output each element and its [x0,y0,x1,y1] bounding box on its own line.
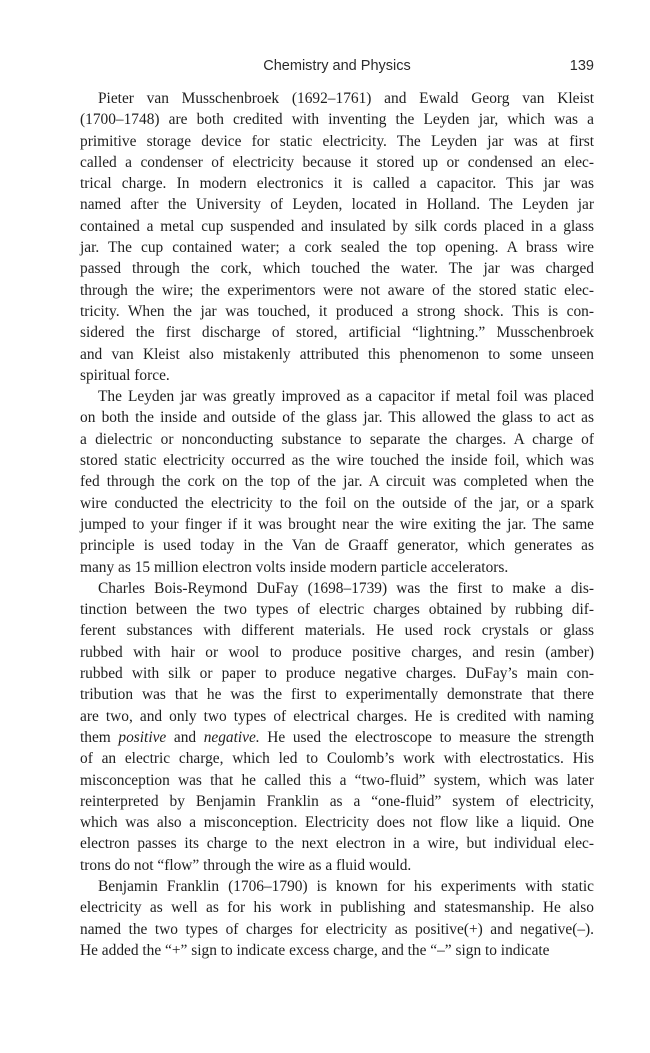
paragraph [80,876,594,961]
text-line: through the wire; the experimentors were not aware of the stored static elec- [80,281,594,299]
text-line: and van Kleist also mistakenly attributed this phenomenon to some unseen [80,345,594,363]
text-line: He added the “+” sign to indicate excess charge, and the “–” sign to indicate [80,941,550,959]
text-line: Charles Bois-Reymond DuFay (1698–1739) was the first to make a dis- [98,579,594,597]
text-line: fed through the cork on the top of the jar. A circuit was completed when the [80,473,594,491]
text-line: electron passes its charge to the next electron in a wire, but individual elec- [80,835,594,853]
text-line: which was also a misconception. Electricity does not flow like a liquid. One [80,814,594,832]
text-line: are two, and only two types of electrical charges. He is credited with naming [80,707,594,725]
text-line: jar. The cup contained water; a cork sealed the top opening. A brass wire [80,239,594,257]
text-line: rubbed with hair or wool to produce positive charges, and resin (amber) [80,643,594,661]
text-line: primitive storage device for static electricity. The Leyden jar was at first [80,132,594,150]
text-line: on both the inside and outside of the glass jar. This allowed the glass to act as [80,409,594,427]
text-line: Benjamin Franklin (1706–1790) is known for his experiments with static [98,877,594,895]
text-line: a dielectric or nonconducting substance to separate the charges. A charge of [80,430,594,448]
text-line: trical charge. In modern electronics it is called a capacitor. This jar was [80,175,594,193]
text-line: reinterpreted by Benjamin Franklin as a “one-fluid” system of electricity, [80,792,594,810]
text-line: jumped to your finger if it was brought near the wire exiting the jar. The same [80,515,594,533]
paragraph [80,578,594,876]
text-line: ferent substances with different materials. He used rock crystals or glass [80,622,594,640]
text-line: tricity. When the jar was touched, it produced a strong shock. This is con- [80,302,594,320]
text-line: trons do not “flow” through the wire as a fluid would. [80,856,412,874]
text-line: (1700–1748) are both credited with inventing the Leyden jar, which was a [80,111,594,129]
paragraph [80,88,594,386]
running-title: Chemistry and Physics [263,58,411,74]
text-line: called a condenser of electricity because it stored up or condensed an elec- [80,153,594,171]
text-line: sidered the first discharge of stored, artificial “lightning.” Musschenbroek [80,324,594,342]
text-line: of an electric charge, which led to Coulomb’s work with electrostatics. His [80,750,594,768]
text-line: named the two types of charges for electricity as positive(+) and negative(–). [80,920,594,938]
text-line: tinction between the two types of electric charges obtained by rubbing dif- [80,601,594,619]
text-line: spiritual force. [80,366,170,384]
running-header [80,58,594,80]
text-line: tribution was that he was the first to experimentally demonstrate that there [80,686,594,704]
text-line: them positive and negative. He used the electroscope to measure the strength [80,728,595,746]
paragraph [80,386,594,578]
text-line: stored static electricity occurred as the wire touched the inside foil, which was [80,452,594,470]
page-number: 139 [569,58,594,74]
text-line: electricity as well as for his work in publishing and statesmanship. He also [80,899,594,917]
body-text [80,88,594,961]
text-line: contained a metal cup suspended and insulated by silk cords placed in a glass [80,217,594,235]
book-page [80,58,594,961]
text-line: rubbed with silk or paper to produce negative charges. DuFay’s main con- [80,665,594,683]
text-line: named after the University of Leyden, located in Holland. The Leyden jar [80,196,594,214]
text-line: Pieter van Musschenbroek (1692–1761) and Ewald Georg van Kleist [98,90,594,107]
text-line: passed through the cork, which touched the water. The jar was charged [80,260,594,278]
text-line: misconception was that he called this a “two-fluid” system, which was later [80,771,594,789]
text-line: The Leyden jar was greatly improved as a capacitor if metal foil was placed [98,388,594,406]
text-line: many as 15 million electron volts inside modern particle accelerators. [80,558,509,576]
text-line: principle is used today in the Van de Graaff generator, which generates as [80,537,594,555]
text-line: wire conducted the electricity to the foil on the outside of the jar, or a spark [80,494,594,512]
